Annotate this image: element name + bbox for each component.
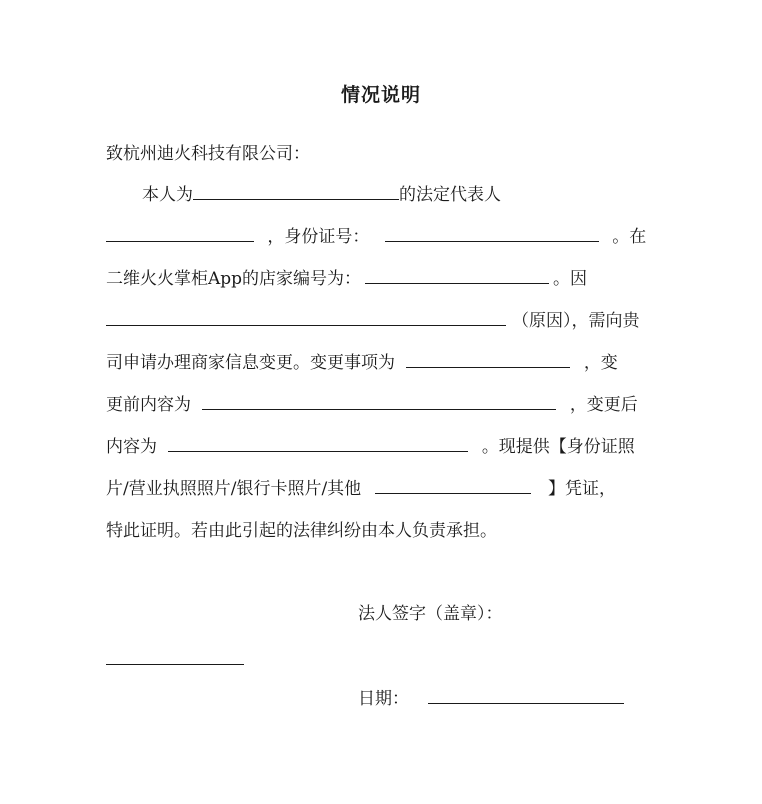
reason-blank xyxy=(106,309,506,326)
legal-rep-blank xyxy=(193,183,399,200)
line-text: 片/营业执照照片/银行卡照片/其他 xyxy=(106,479,362,499)
paragraph-line-8 xyxy=(106,477,616,501)
line-text: 二维火火掌柜App的店家编号为： xyxy=(106,269,362,289)
paragraph-line-3 xyxy=(106,267,587,291)
id-number-blank xyxy=(385,225,599,242)
paragraph-line-2 xyxy=(106,225,646,249)
line-text: ，变更后 xyxy=(569,395,638,415)
line-text: 。在 xyxy=(612,227,647,247)
date-label: 日期： xyxy=(358,689,409,709)
line-text: 内容为 xyxy=(106,437,157,457)
line-text: ，身份证号： xyxy=(267,227,370,247)
paragraph-line-7 xyxy=(106,435,635,459)
document-title: 情况说明 xyxy=(340,84,421,106)
paragraph-line-9: 特此证明。若由此引起的法律纠纷由本人负责承担。 xyxy=(106,521,497,541)
before-content-blank xyxy=(202,393,556,410)
name-blank xyxy=(106,225,254,242)
line-text: 】凭证， xyxy=(548,479,616,499)
signature-blank xyxy=(106,664,244,665)
line-text: 更前内容为 xyxy=(106,395,191,415)
after-content-blank xyxy=(168,435,468,452)
paragraph-line-6 xyxy=(106,393,638,417)
line-text: （原因），需向贵 xyxy=(512,311,640,331)
date-line xyxy=(358,687,628,711)
signature-label: 法人签字（盖章）： xyxy=(358,604,503,624)
line-text: 本人为 xyxy=(142,185,193,205)
line-text: 司申请办理商家信息变更。变更事项为 xyxy=(106,353,395,373)
other-proof-blank xyxy=(375,477,531,494)
line-text: 。因 xyxy=(553,269,588,289)
change-item-blank xyxy=(406,351,570,368)
line-text: 。现提供【身份证照 xyxy=(481,437,635,457)
store-number-blank xyxy=(365,267,549,284)
date-blank xyxy=(428,687,624,704)
paragraph-line-5 xyxy=(106,351,618,375)
line-text: 的法定代表人 xyxy=(399,185,501,205)
paragraph-line-4 xyxy=(106,309,640,333)
paragraph-line-1 xyxy=(142,183,501,207)
salutation: 致杭州迪火科技有限公司： xyxy=(106,144,310,164)
line-text: ，变 xyxy=(583,353,618,373)
